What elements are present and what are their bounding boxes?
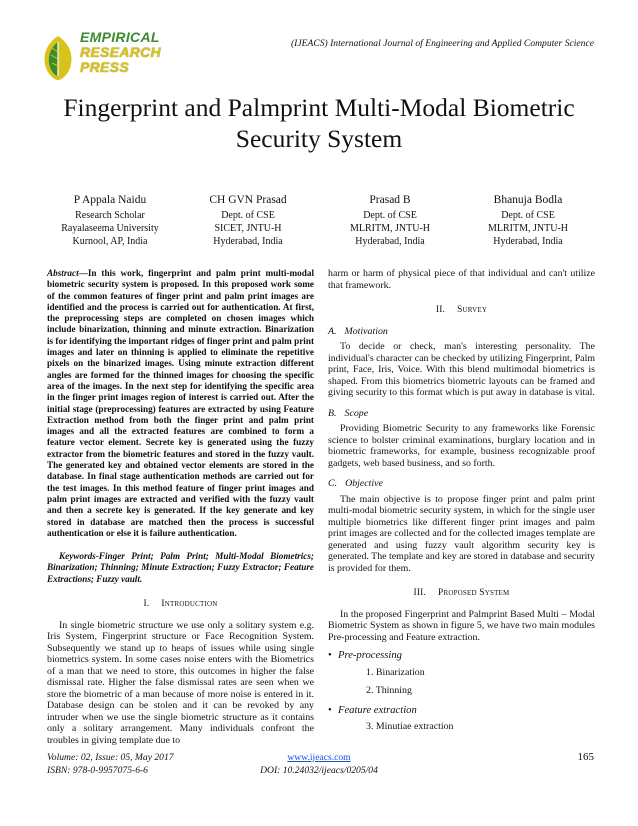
- author-affiliation: Dept. of CSE: [501, 210, 555, 221]
- subsection-number: C.: [328, 478, 338, 489]
- introduction-paragraph: In single biometric structure we use only a solitary system e.g. Iris System, Fingerprint structure or Face Recognition System. Subsequently we stand up to heaps of issues while using single biometrics system. In some cases noise enters with the Biometrics of a man that we need to store, this outcomes in higher the false dismissal rate. Higher the false dismissal rates are seen when we store the biometric of a man because of more noise is entered in it. Database design can be stolen and it can be revoked by any intruder when we use the single biometric structure as it contains only a solitary arrangement. Many individuals confront the troubles in giving template due to: [47, 619, 314, 746]
- subsection-heading-scope: [328, 408, 595, 420]
- logo-line-1: EMPIRICAL: [80, 29, 160, 45]
- left-column: [47, 268, 314, 746]
- subsection-title: Objective: [345, 478, 383, 489]
- paper-title: [40, 92, 598, 154]
- author-1: [40, 193, 180, 248]
- author-name: CH GVN Prasad: [209, 194, 287, 206]
- section-title: Introduction: [161, 599, 218, 610]
- author-affiliation: Hyderabad, India: [493, 236, 563, 247]
- leaf-emblem-icon: [40, 34, 76, 82]
- author-affiliation: MLRITM, JNTU-H: [350, 223, 430, 234]
- section-title: Survey: [457, 305, 488, 315]
- section-heading-introduction: [47, 599, 314, 611]
- subsection-number: B.: [328, 407, 337, 419]
- journal-url-link[interactable]: www.ijeacs.com: [287, 752, 351, 763]
- journal-header: (IJEACS) International Journal of Engineering and Applied Computer Science: [290, 38, 594, 49]
- author-affiliation: Hyderabad, India: [355, 236, 425, 247]
- module-label: Pre-processing: [338, 650, 402, 661]
- list-item: [328, 705, 595, 737]
- author-affiliation: Research Scholar: [75, 210, 145, 221]
- author-2: [178, 193, 318, 248]
- section-number: III.: [413, 588, 427, 598]
- paper-title-line-2: Security System: [235, 124, 403, 153]
- section-number: II.: [435, 305, 446, 315]
- abstract-label: Abstract: [47, 268, 79, 278]
- page-number: 165: [577, 751, 594, 763]
- sub-list: [366, 718, 595, 736]
- author-affiliation: SICET, JNTU-H: [214, 223, 282, 234]
- logo-line-3: PRESS: [80, 59, 129, 75]
- abstract-body: —In this work, fingerprint and palm print multi-modal biometric security system is proposed. In this proposed work some of the common features of finger print and palm print images are identified and the process is carried out for authentication. At first, the preprocessing steps are completed on chosen images which include binarization, thinning and minute extraction. Binarization is for identifying the important ridges of finger print and palm print images and later on thinning is applied to eliminate the repetitive pixels on the binarized images. Using minute extraction different angles are formed for the thinned images for choosing the specific area of the images. In the next step for identifying the specific area in the finger print images region of interest is carried out. After the initial stage (preprocessing) features are extracted by using Feature Extraction method from both the finger print and palm print images and all the extracted features are combined to form a feature vector element. Secrete key is generated using the fuzzy extractor from the biometric features and stored in the fuzzy vault. The generated key and obtained vector elements are stored in the database. In final stage authentication methods are carried out for the test images. In this method feature of finger print images and palm print images are extracted and verified with the fuzzy vault and then a secrete key is generated. If the key generate and key stored in database are matched then the process is successful authentication or else it is failure authentication.: [47, 268, 314, 538]
- subsection-title: Scope: [344, 407, 369, 419]
- section-heading-survey: [328, 305, 595, 317]
- module-label: Feature extraction: [338, 704, 417, 716]
- author-3: [320, 193, 460, 248]
- section-number: I.: [143, 599, 150, 610]
- proposed-system-paragraph: In the proposed Fingerprint and Palmprint Based Multi – Modal Biometric System as shown in figure 5, we have two main modules Pre-processing and Feature extraction.: [328, 608, 595, 643]
- objective-paragraph: The main objective is to propose finger print and palm print multi-modal biometric security system, in which for the single user multiple biometrics like different finger print images and palm print images are collected and for the collected images template are generated and using fuzzy vault algorithm security key is generated. The template and key are stored in database and security is provided for them.: [328, 493, 595, 574]
- subsection-title: Motivation: [344, 325, 388, 337]
- subsection-number: A.: [328, 325, 337, 337]
- scope-paragraph: Providing Biometric Security to any frameworks like Forensic science to bolster criminal examinations, burglary location and in biometric frameworks, for example, business recognizable proof gadgets, web based business, and so forth.: [328, 423, 595, 469]
- section-title: Proposed System: [438, 588, 510, 598]
- publisher-logo: [40, 29, 161, 88]
- module-list: [328, 650, 595, 736]
- abstract: [47, 268, 314, 539]
- logo-wordmark: [80, 30, 161, 75]
- right-column: [328, 268, 595, 736]
- subsection-heading-motivation: [328, 326, 595, 338]
- author-affiliation: Hyderabad, India: [213, 236, 283, 247]
- paper-title-line-1: Fingerprint and Palmprint Multi-Modal Biometric: [63, 93, 575, 122]
- footer-doi: DOI: 10.24032/ijeacs/0205/04: [260, 765, 378, 776]
- keywords: Keywords-Finger Print; Palm Print; Multi-Modal Biometrics; Binarization; Thinning; Minute Extraction; Fuzzy Extractor; Feature Extractions; Fuzzy vault.: [47, 551, 314, 584]
- subsection-heading-objective: [328, 478, 595, 490]
- author-affiliation: Kurnool, AP, India: [72, 236, 148, 247]
- author-4: [458, 193, 598, 248]
- sub-list: [366, 664, 595, 700]
- list-item: [328, 650, 595, 700]
- sub-list-item: 3. Minutiae extraction: [366, 721, 454, 732]
- author-affiliation: MLRITM, JNTU-H: [488, 223, 568, 234]
- sub-list-item: 2. Thinning: [366, 684, 412, 696]
- footer-volume: Volume: 02, Issue: 05, May 2017: [47, 752, 174, 763]
- author-affiliation: Dept. of CSE: [221, 210, 275, 221]
- author-name: P Appala Naidu: [73, 194, 147, 206]
- motivation-paragraph: To decide or check, man's interesting personality. The individual's character can be checked by utilizing Fingerprint, Palm print, Face, Iris, Voice. With this blend multimodal biometrics is shaped. From this biometrics biometric layouts can be framed and giving security to this format which is put away in database is vital.: [328, 341, 595, 398]
- author-affiliation: Rayalaseema University: [61, 223, 159, 234]
- footer-isbn: ISBN: 978-0-9957075-6-6: [47, 765, 148, 776]
- author-name: Bhanuja Bodla: [493, 194, 563, 206]
- introduction-continued: harm or harm of physical piece of that individual and can't utilize that framework.: [328, 268, 595, 291]
- author-name: Prasad B: [369, 194, 411, 206]
- logo-line-2: RESEARCH: [80, 44, 161, 60]
- section-heading-proposed-system: [328, 588, 595, 600]
- sub-list-item: 1. Binarization: [366, 666, 425, 678]
- author-affiliation: Dept. of CSE: [363, 210, 417, 221]
- footer-center: [0, 751, 638, 777]
